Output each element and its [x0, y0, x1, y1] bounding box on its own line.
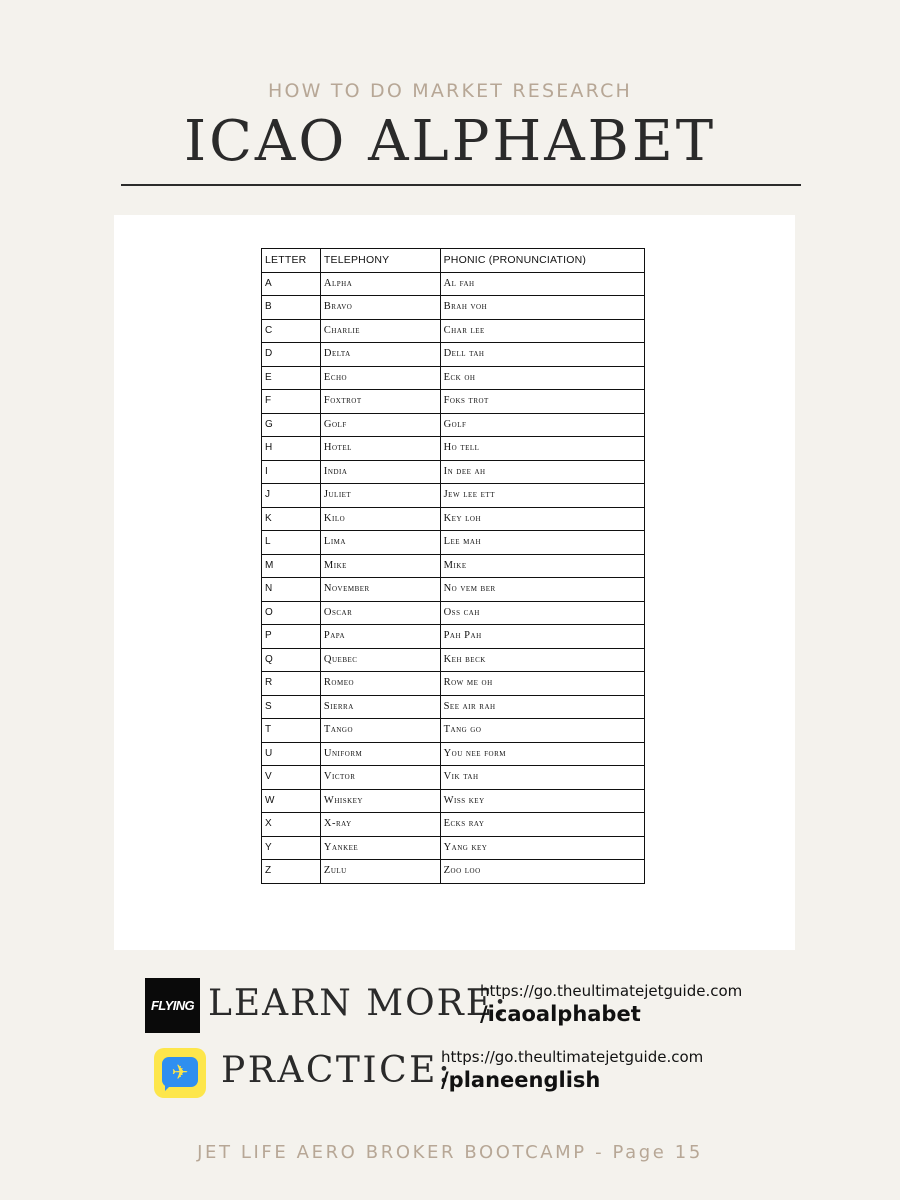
cell-letter: Q [262, 648, 321, 672]
cell-letter: R [262, 672, 321, 696]
table-row [262, 390, 645, 414]
cell-telephony: Kilo [320, 507, 440, 531]
cell-letter: B [262, 296, 321, 320]
cell-letter: P [262, 625, 321, 649]
cell-telephony: Victor [320, 766, 440, 790]
table-row [262, 695, 645, 719]
cell-phonic: Keh beck [440, 648, 644, 672]
column-header-telephony: TELEPHONY [320, 249, 440, 273]
practice-url-path[interactable]: /planeenglish [441, 1068, 601, 1092]
cell-phonic: Row me oh [440, 672, 644, 696]
cell-phonic: Vik tah [440, 766, 644, 790]
cell-phonic: See air rah [440, 695, 644, 719]
cell-phonic: Brah voh [440, 296, 644, 320]
cell-letter: A [262, 272, 321, 296]
table-row [262, 413, 645, 437]
table-row [262, 319, 645, 343]
cell-telephony: Echo [320, 366, 440, 390]
plane-chat-app-icon [154, 1048, 206, 1098]
table-row [262, 719, 645, 743]
page-subtitle: HOW TO DO MARKET RESEARCH [267, 80, 633, 102]
cell-telephony: Hotel [320, 437, 440, 461]
cell-phonic: Oss cah [440, 601, 644, 625]
cell-telephony: Sierra [320, 695, 440, 719]
cell-telephony: Alpha [320, 272, 440, 296]
cell-telephony: Bravo [320, 296, 440, 320]
practice-url-base[interactable]: https://go.theultimatejetguide.com [441, 1048, 704, 1066]
cell-telephony: Mike [320, 554, 440, 578]
cell-phonic: Ho tell [440, 437, 644, 461]
cell-telephony: Charlie [320, 319, 440, 343]
cell-phonic: Char lee [440, 319, 644, 343]
cell-phonic: Ecks ray [440, 813, 644, 837]
cell-phonic: Mike [440, 554, 644, 578]
cell-letter: Z [262, 860, 321, 884]
table-row [262, 437, 645, 461]
cell-telephony: Golf [320, 413, 440, 437]
cell-telephony: Juliet [320, 484, 440, 508]
cell-telephony: Romeo [320, 672, 440, 696]
table-header-row [262, 249, 645, 273]
table-row [262, 531, 645, 555]
cell-letter: F [262, 390, 321, 414]
cell-letter: J [262, 484, 321, 508]
cell-telephony: Lima [320, 531, 440, 555]
cell-phonic: Key loh [440, 507, 644, 531]
cell-phonic: Pah Pah [440, 625, 644, 649]
cell-letter: H [262, 437, 321, 461]
cell-letter: E [262, 366, 321, 390]
cell-letter: N [262, 578, 321, 602]
cell-letter: W [262, 789, 321, 813]
cell-letter: O [262, 601, 321, 625]
cell-letter: U [262, 742, 321, 766]
cell-letter: K [262, 507, 321, 531]
table-row [262, 272, 645, 296]
cell-telephony: Zulu [320, 860, 440, 884]
column-header-phonic: PHONIC (PRONUNCIATION) [440, 249, 644, 273]
table-row [262, 554, 645, 578]
table-body [262, 272, 645, 883]
cell-telephony: Whiskey [320, 789, 440, 813]
cell-letter: C [262, 319, 321, 343]
cell-phonic: Lee mah [440, 531, 644, 555]
airplane-icon: ✈ [171, 1060, 189, 1084]
table-row [262, 507, 645, 531]
table-row [262, 343, 645, 367]
cell-letter: V [262, 766, 321, 790]
table-row [262, 672, 645, 696]
title-divider [121, 184, 801, 186]
cell-telephony: November [320, 578, 440, 602]
table-row [262, 813, 645, 837]
table-row [262, 836, 645, 860]
cell-telephony: Papa [320, 625, 440, 649]
table-row [262, 484, 645, 508]
cell-letter: I [262, 460, 321, 484]
cell-phonic: Golf [440, 413, 644, 437]
cell-phonic: No vem ber [440, 578, 644, 602]
cell-letter: S [262, 695, 321, 719]
cell-telephony: X-ray [320, 813, 440, 837]
page-title: ICAO ALPHABET [183, 109, 717, 174]
icao-alphabet-table [261, 248, 645, 884]
cell-telephony: Oscar [320, 601, 440, 625]
table-row [262, 366, 645, 390]
cell-phonic: You nee form [440, 742, 644, 766]
cell-letter: D [262, 343, 321, 367]
learn-more-label: LEARN MORE: [208, 983, 509, 1024]
cell-letter: X [262, 813, 321, 837]
cell-letter: T [262, 719, 321, 743]
flying-logo: FLYING [145, 978, 200, 1033]
cell-phonic: Jew lee ett [440, 484, 644, 508]
cell-letter: M [262, 554, 321, 578]
cell-telephony: Foxtrot [320, 390, 440, 414]
table-row [262, 296, 645, 320]
table-row [262, 860, 645, 884]
cell-phonic: Wiss key [440, 789, 644, 813]
cell-letter: G [262, 413, 321, 437]
cell-letter: Y [262, 836, 321, 860]
cell-phonic: Zoo loo [440, 860, 644, 884]
cell-telephony: Quebec [320, 648, 440, 672]
cell-phonic: In dee ah [440, 460, 644, 484]
learn-more-url-base[interactable]: https://go.theultimatejetguide.com [480, 982, 743, 1000]
cell-phonic: Al fah [440, 272, 644, 296]
table-row [262, 742, 645, 766]
practice-label: PRACTICE: [221, 1050, 453, 1091]
alphabet-panel [114, 215, 795, 950]
cell-telephony: Yankee [320, 836, 440, 860]
cell-telephony: Tango [320, 719, 440, 743]
cell-phonic: Tang go [440, 719, 644, 743]
page-footer: JET LIFE AERO BROKER BOOTCAMP - Page 15 [197, 1142, 703, 1163]
column-header-letter: LETTER [262, 249, 321, 273]
cell-telephony: Delta [320, 343, 440, 367]
table-row [262, 648, 645, 672]
cell-letter: L [262, 531, 321, 555]
table-row [262, 625, 645, 649]
cell-phonic: Eck oh [440, 366, 644, 390]
table-row [262, 460, 645, 484]
table-row [262, 766, 645, 790]
cell-telephony: Uniform [320, 742, 440, 766]
table-row [262, 578, 645, 602]
learn-more-url-path[interactable]: /icaoalphabet [480, 1002, 641, 1026]
cell-phonic: Yang key [440, 836, 644, 860]
cell-telephony: India [320, 460, 440, 484]
table-row [262, 789, 645, 813]
table-row [262, 601, 645, 625]
cell-phonic: Foks trot [440, 390, 644, 414]
cell-phonic: Dell tah [440, 343, 644, 367]
